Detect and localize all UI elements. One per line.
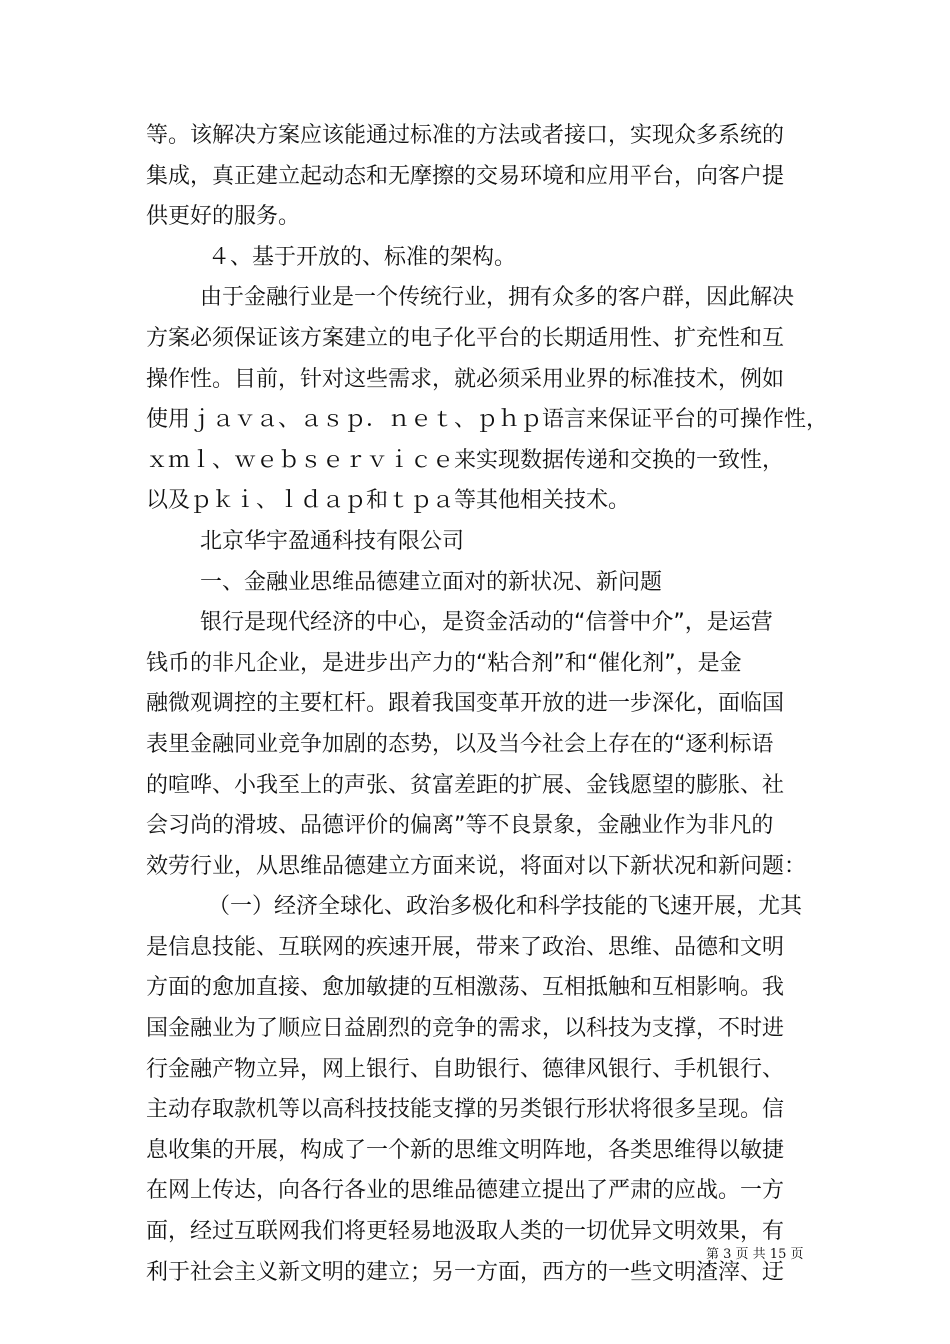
paragraph-line: 国金融业为了顺应日益剧烈的竞争的需求，以科技为支撑，不时进 — [146, 1016, 785, 1042]
paragraph-line: 是信息技能、互联网的疾速开展，带来了政治、思维、品德和文明 — [146, 934, 785, 960]
section-heading-1: 一、金融业思维品德建立面对的新状况、新问题 — [200, 569, 663, 595]
paragraph-line: 表里金融同业竞争加剧的态势，以及当今社会上存在的“逐利标语 — [146, 731, 774, 757]
page-number-footer: 第 3 页 共 15 页 — [706, 1247, 804, 1262]
paragraph-line: 操作性。目前，针对这些需求，就必须采用业界的标准技术，例如 — [146, 366, 785, 392]
paragraph-line: 银行是现代经济的中心，是资金活动的“信誉中介”，是运营 — [200, 610, 773, 636]
company-name: 北京华宇盈通科技有限公司 — [200, 528, 465, 554]
paragraph-line: 方面的愈加直接、愈加敏捷的互相激荡、互相抵触和互相影响。我 — [146, 975, 785, 1001]
subsection-heading-1: （一）经济全球化、政治多极化和科学技能的飞速开展，尤其 — [208, 894, 803, 920]
paragraph-line: 供更好的服务。 — [146, 204, 301, 230]
section-heading-4: ４、基于开放的、标准的架构。 — [208, 244, 517, 270]
paragraph-line: 钱币的非凡企业，是进步出产力的“粘合剂”和“催化剂”，是金 — [146, 650, 742, 676]
paragraph-line: 会习尚的滑坡、品德评价的偏离”等不良景象，金融业作为非凡的 — [146, 813, 774, 839]
paragraph-line: 利于社会主义新文明的建立；另一方面，西方的一些文明渣滓、迂 — [146, 1259, 785, 1285]
paragraph-line: 集成，真正建立起动态和无摩擦的交易环境和应用平台，向客户提 — [146, 163, 785, 189]
paragraph-line: 使用ｊａｖａ、ａｓｐ．ｎｅｔ、ｐｈｐ语言来保证平台的可操作性， — [146, 407, 829, 433]
document-body — [146, 116, 829, 1293]
paragraph-line: 主动存取款机等以高科技技能支撑的另类银行形状将很多呈现。信 — [146, 1097, 785, 1123]
paragraph-line: ｘｍｌ、ｗｅｂｓｅｒｖｉｃｅ来实现数据传递和交换的一致性， — [146, 447, 785, 473]
paragraph-line: 方案必须保证该方案建立的电子化平台的长期适用性、扩充性和互 — [146, 325, 785, 351]
paragraph-line: 由于金融行业是一个传统行业，拥有众多的客户群，因此解决 — [200, 285, 795, 311]
paragraph-line: 面，经过互联网我们将更轻易地汲取人类的一切优异文明效果，有 — [146, 1219, 785, 1245]
paragraph-line: 效劳行业，从思维品德建立方面来说，将面对以下新状况和新问题： — [146, 853, 807, 879]
paragraph-line: 的喧哗、小我至上的声张、贫富差距的扩展、金钱愿望的膨胀、社 — [146, 772, 785, 798]
paragraph-line: 行金融产物立异，网上银行、自助银行、德律风银行、手机银行、 — [146, 1056, 785, 1082]
paragraph-line: 融微观调控的主要杠杆。跟着我国变革开放的进一步深化，面临国 — [146, 691, 785, 717]
paragraph-line: 在网上传达，向各行各业的思维品德建立提出了严肃的应战。一方 — [146, 1178, 785, 1204]
paragraph-line: 以及ｐｋｉ、ｌｄａｐ和ｔｐａ等其他相关技术。 — [146, 488, 631, 514]
paragraph-line: 等。该解决方案应该能通过标准的方法或者接口，实现众多系统的 — [146, 123, 785, 148]
paragraph-line: 息收集的开展，构成了一个新的思维文明阵地，各类思维得以敏捷 — [146, 1137, 785, 1163]
